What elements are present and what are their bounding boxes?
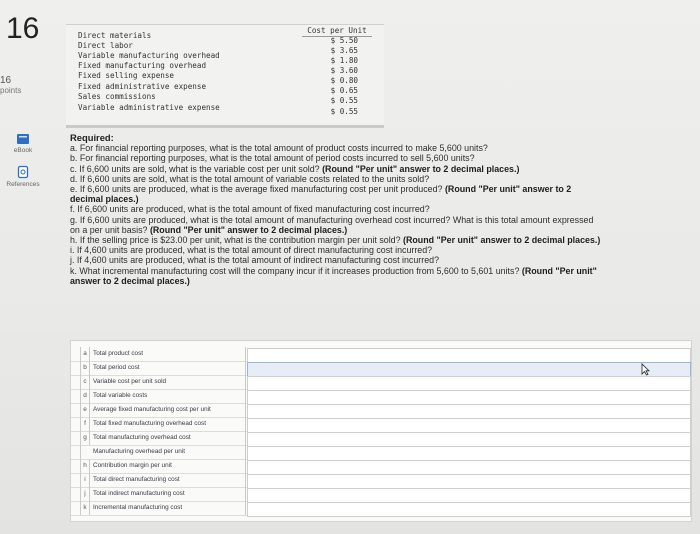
points-value: 16 xyxy=(0,75,12,86)
cost-value: $ 0.80 xyxy=(330,76,358,85)
answer-label xyxy=(80,375,246,389)
requirement-b: b. For financial reporting purposes, what is the total amount of period costs incurred to sell 5,600 units? xyxy=(70,153,475,164)
answer-row xyxy=(71,501,691,516)
cost-value: $ 3.60 xyxy=(330,66,358,75)
cost-label: Variable administrative expense xyxy=(78,103,220,112)
document-icon xyxy=(17,165,29,179)
requirement-d: d. If 6,600 units are sold, what is the total amount of variable costs related to the units sold? xyxy=(70,173,430,184)
answer-label-text: Incremental manufacturing cost xyxy=(93,504,183,511)
requirement-e-rounding-cont: decimal places.) xyxy=(70,194,139,205)
answer-letter: c xyxy=(81,375,90,389)
cost-label: Sales commissions xyxy=(78,92,156,101)
answer-row xyxy=(71,445,691,460)
ebook-label: eBook xyxy=(13,147,33,154)
answer-row xyxy=(71,361,691,376)
ebook-button[interactable] xyxy=(3,133,43,154)
requirement-e-rounding: (Round "Per unit" answer to 2 xyxy=(444,184,572,195)
requirement-a: a. For financial reporting purposes, what is the total amount of product costs incurred to make 5,600 units? xyxy=(70,143,488,154)
cost-label: Direct materials xyxy=(78,31,152,40)
answer-label xyxy=(80,389,246,403)
required-title: Required: xyxy=(70,132,114,143)
answer-label-text: Total period cost xyxy=(93,364,140,371)
cost-value: $ 0.55 xyxy=(330,107,358,116)
requirement-i: i. If 4,600 units are produced, what is the total amount of direct manufacturing cost incurred? xyxy=(70,245,433,256)
mouse-cursor-icon xyxy=(641,363,650,376)
references-label: References xyxy=(6,181,40,188)
answer-row xyxy=(71,417,691,432)
cost-value: $ 3.65 xyxy=(330,46,358,55)
answer-label-text: Variable cost per unit sold xyxy=(93,378,167,385)
requirement-k-rounding-cont: answer to 2 decimal places.) xyxy=(70,275,190,286)
answer-row xyxy=(71,459,691,474)
answer-row xyxy=(71,403,691,418)
answer-letter: k xyxy=(81,501,90,515)
answer-row xyxy=(71,389,691,404)
cost-value: $ 0.55 xyxy=(330,96,358,105)
answer-label-text: Total variable costs xyxy=(93,392,148,399)
requirement-k xyxy=(70,266,695,276)
cost-header: Cost per Unit xyxy=(307,26,367,35)
requirement-k-text: k. What incremental manufacturing cost will the company incur if it increases production from 5,600 to 5,601 units? xyxy=(70,265,520,276)
answer-table xyxy=(70,340,692,522)
requirement-g: g. If 6,600 units are produced, what is the total amount of manufacturing overhead cost incurred? What is this total amount expressed xyxy=(70,214,594,225)
answer-letter: e xyxy=(81,403,90,417)
answer-label-text: Total product cost xyxy=(93,350,144,357)
answer-input[interactable] xyxy=(247,502,691,517)
required-section xyxy=(70,133,695,286)
answer-label xyxy=(80,431,246,445)
answer-letter: g xyxy=(81,431,90,445)
cost-label: Direct labor xyxy=(78,41,133,50)
requirement-h-text: h. If the selling price is $23.00 per unit, what is the contribution margin per unit sold? xyxy=(70,235,401,246)
answer-label xyxy=(80,473,246,487)
answer-row xyxy=(71,347,691,362)
answer-label-text: Average fixed manufacturing cost per unit xyxy=(93,406,211,413)
requirement-h-rounding: (Round "Per unit" answer to 2 decimal places.) xyxy=(403,235,601,246)
answer-letter: b xyxy=(81,361,90,375)
requirement-c-text: c. If 6,600 units are sold, what is the variable cost per unit sold? xyxy=(70,163,320,174)
requirement-j: j. If 4,600 units are produced, what is the total amount of indirect manufacturing cost incurred? xyxy=(70,255,440,266)
answer-letter: h xyxy=(81,459,90,473)
answer-letter: j xyxy=(81,487,90,501)
requirement-e xyxy=(70,184,695,194)
answer-label xyxy=(80,445,246,459)
requirement-k-cont xyxy=(70,276,695,286)
requirement-h xyxy=(70,235,695,245)
requirement-g-cont xyxy=(70,225,695,235)
requirement-k-rounding: (Round "Per unit" xyxy=(521,265,597,276)
answer-letter: i xyxy=(81,473,90,487)
answer-letter: d xyxy=(81,389,90,403)
requirement-e-text: e. If 6,600 units are produced, what is the average fixed manufacturing cost per unit produced? xyxy=(70,184,443,195)
answer-label xyxy=(80,501,246,515)
requirement-g-text: on a per unit basis? xyxy=(70,224,148,235)
answer-label xyxy=(80,361,246,375)
answer-label xyxy=(80,459,246,473)
cost-label: Fixed manufacturing overhead xyxy=(78,61,207,70)
answer-label-text: Total manufacturing overhead cost xyxy=(93,434,191,441)
answer-label-text: Total indirect manufacturing cost xyxy=(93,490,185,497)
answer-row xyxy=(71,431,691,446)
answer-letter: a xyxy=(81,347,90,361)
answer-label xyxy=(80,487,246,501)
answer-letter: f xyxy=(81,417,90,431)
cost-value: $ 0.65 xyxy=(330,86,358,95)
answer-label-text: Total direct manufacturing cost xyxy=(93,476,180,483)
answer-label-text: Total fixed manufacturing overhead cost xyxy=(93,420,206,427)
answer-row xyxy=(71,487,691,502)
requirement-c-rounding: (Round "Per unit" answer to 2 decimal places.) xyxy=(322,163,520,174)
answer-row xyxy=(71,375,691,390)
answer-label xyxy=(80,403,246,417)
cost-value: $ 1.80 xyxy=(330,56,358,65)
book-icon xyxy=(16,133,30,145)
answer-label-text: Contribution margin per unit xyxy=(93,462,172,469)
cost-value: $ 5.50 xyxy=(330,36,358,45)
points-label: points xyxy=(0,86,22,95)
question-number: 16 xyxy=(6,12,40,45)
references-button[interactable] xyxy=(3,165,43,188)
answer-row xyxy=(71,473,691,488)
answer-label xyxy=(80,417,246,431)
cost-label: Fixed administrative expense xyxy=(78,82,207,91)
requirement-g-rounding: (Round "Per unit" answer to 2 decimal places.) xyxy=(149,224,348,235)
cost-label: Fixed selling expense xyxy=(78,71,175,80)
requirement-f: f. If 6,600 units are produced, what is the total amount of fixed manufacturing cost incurred? xyxy=(70,204,430,215)
requirement-c xyxy=(70,164,695,174)
cost-table xyxy=(66,24,384,128)
answer-label xyxy=(80,347,246,361)
answer-label-text: Manufacturing overhead per unit xyxy=(93,448,186,455)
cost-label: Variable manufacturing overhead xyxy=(78,51,220,60)
requirement-e-cont xyxy=(70,194,695,204)
